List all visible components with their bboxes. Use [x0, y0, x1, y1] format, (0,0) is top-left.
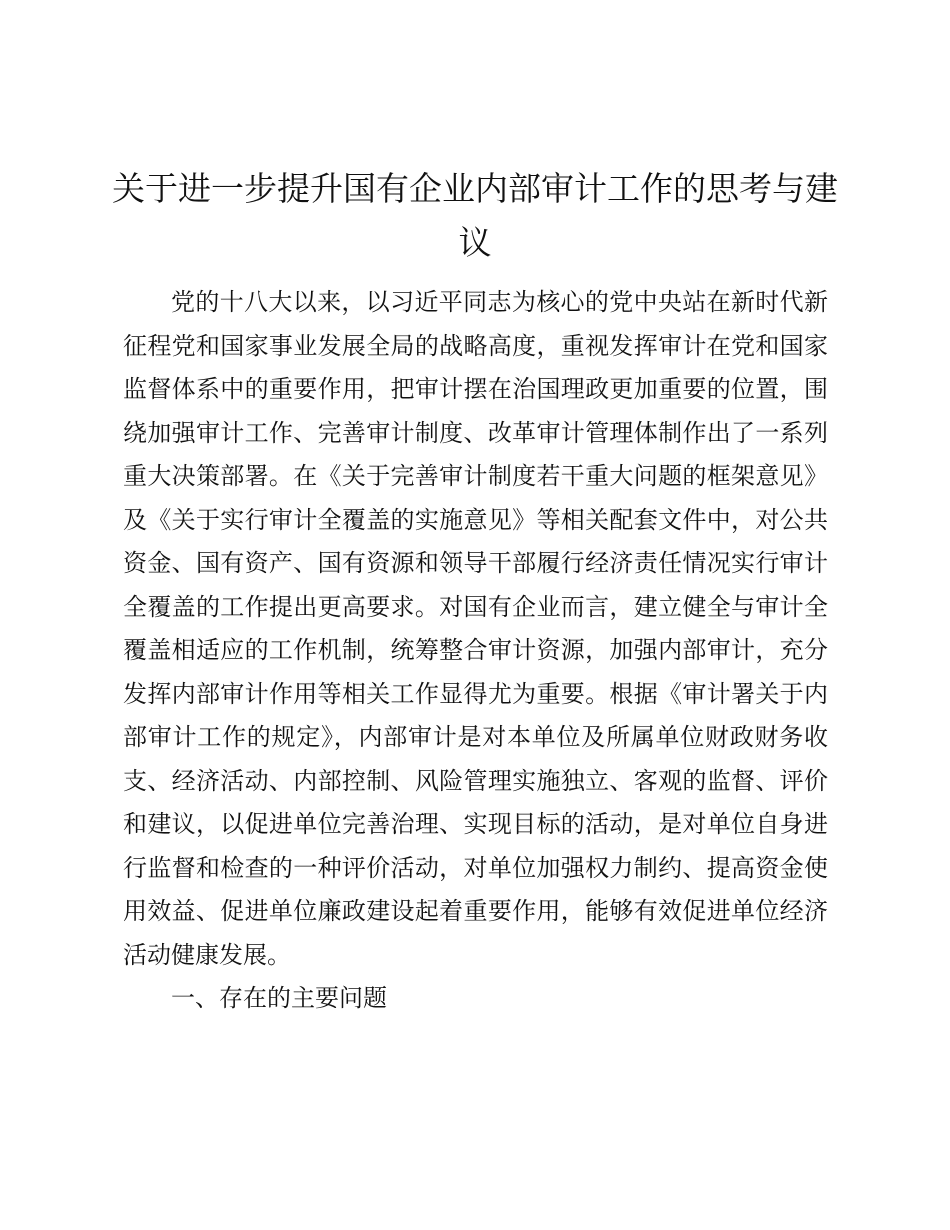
section-heading: 一、存在的主要问题 — [171, 984, 387, 1012]
document-title: 关于进一步提升国有企业内部审计工作的思考与建议 — [112, 169, 838, 262]
body-paragraph: 党的十八大以来，以习近平同志为核心的党中央站在新时代新征程党和国家事业发展全局的战略高度，重视发挥审计在党和国家监督体系中的重要作用，把审计摆在治国理政更加重要的位置，围绕加强审计工作、完善审计制度、改革审计管理体制作出了一系列重大决策部署。在《关于完善审计制度若干重大问题的框架意见》及《关于实行审计全覆盖的实施意见》等相关配套文件中，对公共资金、国有资产、国有资源和领导干部履行经济责任情况实行审计全覆盖的工作提出更高要求。对国有企业而言，建立健全与审计全覆盖相适应的工作机制，统筹整合审计资源，加强内部审计，充分发挥内部审计作用等相关工作显得尤为重要。根据《审计署关于内部审计工作的规定》，内部审计是对本单位及所属单位财政财务收支、经济活动、内部控制、风险管理实施独立、客观的监督、评价和建议，以促进单位完善治理、实现目标的活动，是对单位自身进行监督和检查的一种评价活动，对单位加强权力制约、提高资金使用效益、促进单位廉政建设起着重要作用，能够有效促进单位经济活动健康发展。 — [123, 288, 828, 969]
